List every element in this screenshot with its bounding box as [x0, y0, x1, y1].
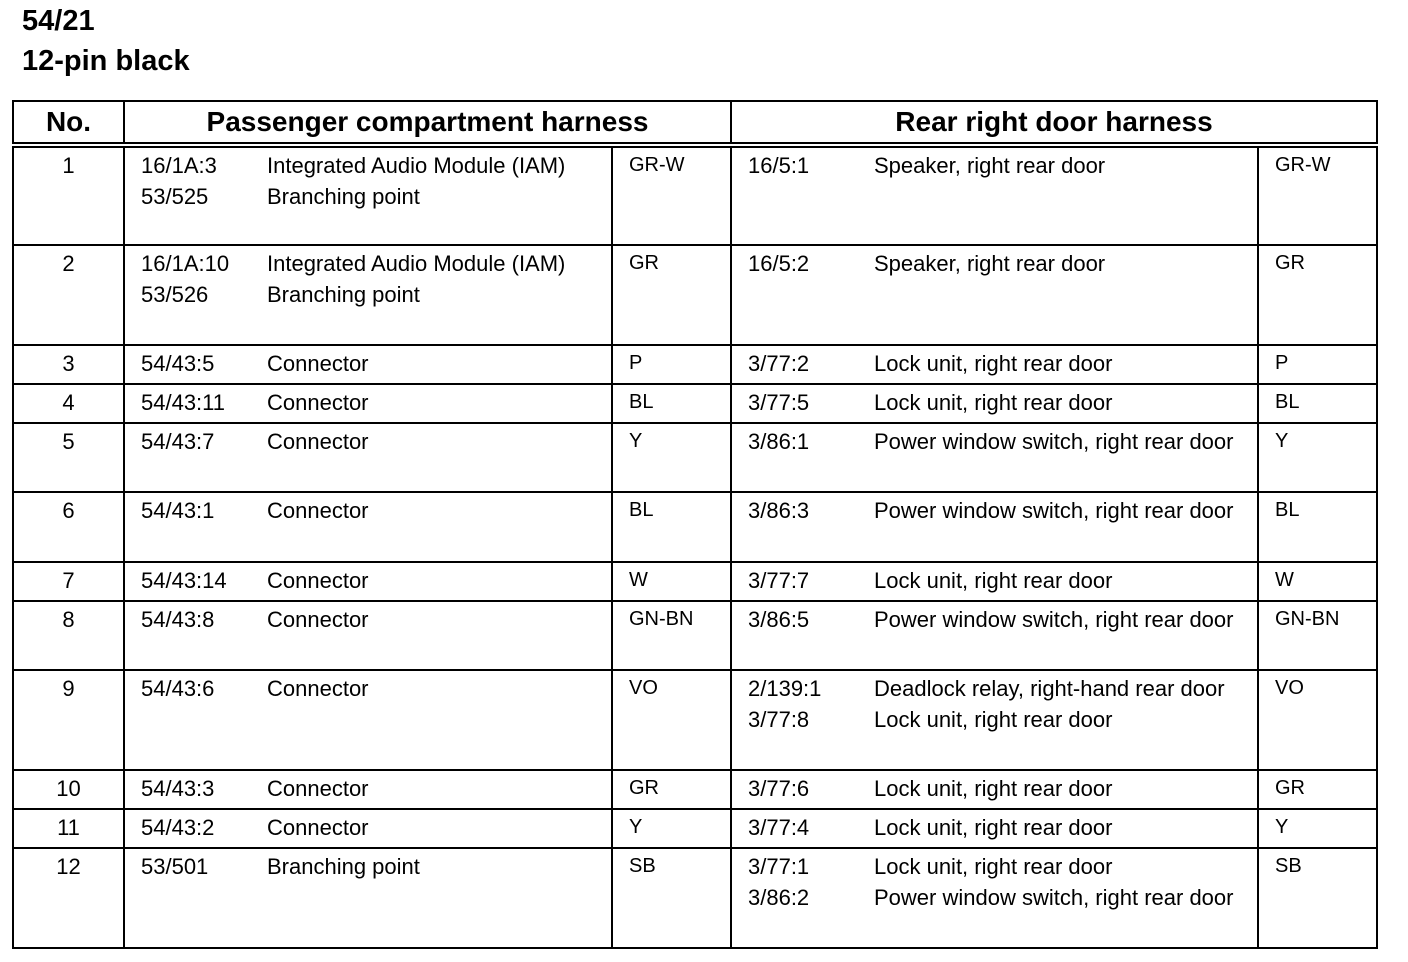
- passenger-wire-color: BL: [612, 384, 731, 423]
- rear-door-harness-cell: [731, 601, 1258, 670]
- connection-code: 3/86:2: [748, 884, 810, 910]
- passenger-harness-cell: [124, 245, 612, 345]
- passenger-wire-color: W: [612, 562, 731, 601]
- rear-door-harness-entry: [732, 151, 1257, 182]
- connection-description: Connector: [267, 568, 369, 593]
- connection-code: 54/43:11: [141, 390, 226, 415]
- rear-door-wire-color: VO: [1258, 670, 1377, 770]
- rear-door-harness-cell: [731, 670, 1258, 770]
- table-row: [13, 601, 1377, 670]
- connection-description: Lock unit, right rear door: [874, 390, 1113, 415]
- rear-door-harness-cell: [731, 423, 1258, 492]
- table-row: [13, 423, 1377, 492]
- passenger-harness-cell: [124, 423, 612, 492]
- passenger-harness-entry: [125, 674, 611, 705]
- passenger-harness-cell: [124, 384, 612, 423]
- passenger-wire-color: VO: [612, 670, 731, 770]
- rear-door-harness-entry: [732, 852, 1257, 883]
- rear-door-wire-color: P: [1258, 345, 1377, 384]
- pin-number: 5: [13, 423, 124, 492]
- passenger-harness-entry: [125, 249, 611, 280]
- connection-code: 3/77:2: [748, 351, 810, 376]
- rear-door-harness-cell: [731, 770, 1258, 809]
- passenger-wire-color: GR-W: [612, 145, 731, 245]
- rear-door-harness-entry: [732, 496, 1257, 527]
- rear-door-wire-color: BL: [1258, 492, 1377, 562]
- connection-code: 3/77:7: [748, 568, 810, 593]
- connection-description: Connector: [267, 429, 369, 454]
- pin-number: 11: [13, 809, 124, 848]
- passenger-harness-cell: [124, 809, 612, 848]
- passenger-harness-cell: [124, 145, 612, 245]
- passenger-harness-entry: [125, 349, 611, 380]
- connection-code: 3/77:4: [748, 815, 810, 840]
- passenger-harness-cell: [124, 601, 612, 670]
- rear-door-harness-entry: [732, 705, 1257, 736]
- connection-code: 16/5:2: [748, 251, 810, 276]
- rear-door-harness-entry: [732, 813, 1257, 844]
- table-row: [13, 562, 1377, 601]
- table-row: [13, 384, 1377, 423]
- rear-door-harness-entry: [732, 605, 1257, 636]
- connector-type-title: 12-pin black: [22, 45, 190, 77]
- connection-code: 3/77:6: [748, 776, 810, 801]
- connection-description: Integrated Audio Module (IAM): [267, 153, 566, 178]
- connection-description: Connector: [267, 351, 369, 376]
- passenger-harness-cell: [124, 670, 612, 770]
- pin-number: 12: [13, 848, 124, 948]
- rear-door-harness-entry: [732, 883, 1257, 914]
- connection-description: Connector: [267, 676, 369, 701]
- header-rear-door-harness: Rear right door harness: [731, 101, 1377, 145]
- pin-number: 1: [13, 145, 124, 245]
- connection-code: 54/43:2: [141, 815, 215, 840]
- rear-door-harness-entry: [732, 427, 1257, 458]
- passenger-harness-entry: [125, 427, 611, 458]
- rear-door-wire-color: GR: [1258, 245, 1377, 345]
- passenger-wire-color: GR: [612, 245, 731, 345]
- connection-description: Lock unit, right rear door: [874, 706, 1113, 732]
- connection-code: 3/77:5: [748, 390, 810, 415]
- connection-code: 3/86:3: [748, 498, 810, 523]
- rear-door-wire-color: Y: [1258, 423, 1377, 492]
- connection-description: Lock unit, right rear door: [874, 815, 1113, 840]
- rear-door-harness-entry: [732, 349, 1257, 380]
- passenger-harness-cell: [124, 492, 612, 562]
- table-row: [13, 345, 1377, 384]
- connection-description: Lock unit, right rear door: [874, 854, 1113, 879]
- table-row: [13, 145, 1377, 245]
- connection-description: Lock unit, right rear door: [874, 568, 1113, 593]
- connection-description: Connector: [267, 776, 369, 801]
- passenger-wire-color: Y: [612, 423, 731, 492]
- header-no: No.: [13, 101, 124, 145]
- rear-door-harness-cell: [731, 492, 1258, 562]
- connector-id-title: 54/21: [22, 5, 95, 37]
- connection-description: Connector: [267, 498, 369, 523]
- connection-description: Connector: [267, 815, 369, 840]
- rear-door-harness-cell: [731, 848, 1258, 948]
- connection-description: Connector: [267, 390, 369, 415]
- connection-code: 3/77:8: [748, 706, 810, 732]
- passenger-harness-entry: [125, 151, 611, 182]
- table-row: [13, 848, 1377, 948]
- rear-door-harness-cell: [731, 562, 1258, 601]
- connection-code: 54/43:8: [141, 607, 215, 632]
- connection-code: 3/86:1: [748, 429, 810, 454]
- connection-description: Speaker, right rear door: [874, 153, 1106, 178]
- connection-description: Branching point: [267, 854, 420, 879]
- pin-number: 8: [13, 601, 124, 670]
- pin-number: 6: [13, 492, 124, 562]
- rear-door-harness-cell: [731, 345, 1258, 384]
- rear-door-harness-cell: [731, 384, 1258, 423]
- connection-description: Power window switch, right rear door: [874, 498, 1234, 523]
- passenger-harness-entry: [125, 388, 611, 419]
- pin-number: 3: [13, 345, 124, 384]
- passenger-harness-entry: [125, 852, 611, 883]
- connection-description: Branching point: [267, 281, 420, 307]
- rear-door-wire-color: BL: [1258, 384, 1377, 423]
- connection-description: Connector: [267, 607, 369, 632]
- connection-code: 2/139:1: [748, 676, 822, 701]
- connection-description: Lock unit, right rear door: [874, 351, 1113, 376]
- pin-assignment-table: [12, 100, 1378, 949]
- passenger-harness-entry: [125, 774, 611, 805]
- passenger-wire-color: SB: [612, 848, 731, 948]
- connection-description: Integrated Audio Module (IAM): [267, 251, 566, 276]
- connection-description: Power window switch, right rear door: [874, 607, 1234, 632]
- connection-code: 54/43:1: [141, 498, 215, 523]
- rear-door-wire-color: W: [1258, 562, 1377, 601]
- table-row: [13, 492, 1377, 562]
- rear-door-wire-color: GN-BN: [1258, 601, 1377, 670]
- pin-number: 7: [13, 562, 124, 601]
- connection-description: Deadlock relay, right-hand rear door: [874, 676, 1225, 701]
- passenger-harness-entry: [125, 280, 611, 311]
- pin-number: 4: [13, 384, 124, 423]
- connection-code: 54/43:14: [141, 568, 227, 593]
- table-row: [13, 770, 1377, 809]
- passenger-harness-entry: [125, 182, 611, 213]
- connection-code: 54/43:7: [141, 429, 215, 454]
- passenger-wire-color: Y: [612, 809, 731, 848]
- rear-door-harness-entry: [732, 249, 1257, 280]
- rear-door-harness-entry: [732, 566, 1257, 597]
- rear-door-harness-cell: [731, 245, 1258, 345]
- passenger-harness-entry: [125, 605, 611, 636]
- connection-code: 16/1A:10: [141, 251, 230, 276]
- passenger-wire-color: P: [612, 345, 731, 384]
- rear-door-harness-cell: [731, 145, 1258, 245]
- pin-number: 2: [13, 245, 124, 345]
- header-passenger-harness: Passenger compartment harness: [124, 101, 731, 145]
- connection-code: 54/43:6: [141, 676, 215, 701]
- connection-code: 3/86:5: [748, 607, 810, 632]
- rear-door-wire-color: GR: [1258, 770, 1377, 809]
- passenger-wire-color: BL: [612, 492, 731, 562]
- rear-door-harness-entry: [732, 674, 1257, 705]
- pin-number: 10: [13, 770, 124, 809]
- passenger-harness-entry: [125, 496, 611, 527]
- connection-code: 54/43:3: [141, 776, 215, 801]
- passenger-harness-cell: [124, 770, 612, 809]
- connection-code: 53/501: [141, 854, 209, 879]
- connection-code: 53/526: [141, 281, 209, 307]
- connection-description: Branching point: [267, 183, 420, 209]
- passenger-wire-color: GN-BN: [612, 601, 731, 670]
- rear-door-wire-color: SB: [1258, 848, 1377, 948]
- connection-code: 16/1A:3: [141, 153, 217, 178]
- connection-code: 16/5:1: [748, 153, 810, 178]
- passenger-harness-cell: [124, 345, 612, 384]
- passenger-harness-entry: [125, 566, 611, 597]
- rear-door-wire-color: Y: [1258, 809, 1377, 848]
- table-row: [13, 670, 1377, 770]
- rear-door-harness-cell: [731, 809, 1258, 848]
- connection-code: 53/525: [141, 183, 209, 209]
- table-row: [13, 809, 1377, 848]
- pin-number: 9: [13, 670, 124, 770]
- connection-description: Power window switch, right rear door: [874, 429, 1234, 454]
- table-header-row: [13, 101, 1377, 145]
- connection-code: 3/77:1: [748, 854, 810, 879]
- connection-description: Power window switch, right rear door: [874, 884, 1234, 910]
- connection-description: Speaker, right rear door: [874, 251, 1106, 276]
- rear-door-harness-entry: [732, 388, 1257, 419]
- passenger-harness-entry: [125, 813, 611, 844]
- connection-code: 54/43:5: [141, 351, 215, 376]
- rear-door-harness-entry: [732, 774, 1257, 805]
- passenger-harness-cell: [124, 562, 612, 601]
- table-row: [13, 245, 1377, 345]
- rear-door-wire-color: GR-W: [1258, 145, 1377, 245]
- connection-description: Lock unit, right rear door: [874, 776, 1113, 801]
- passenger-wire-color: GR: [612, 770, 731, 809]
- passenger-harness-cell: [124, 848, 612, 948]
